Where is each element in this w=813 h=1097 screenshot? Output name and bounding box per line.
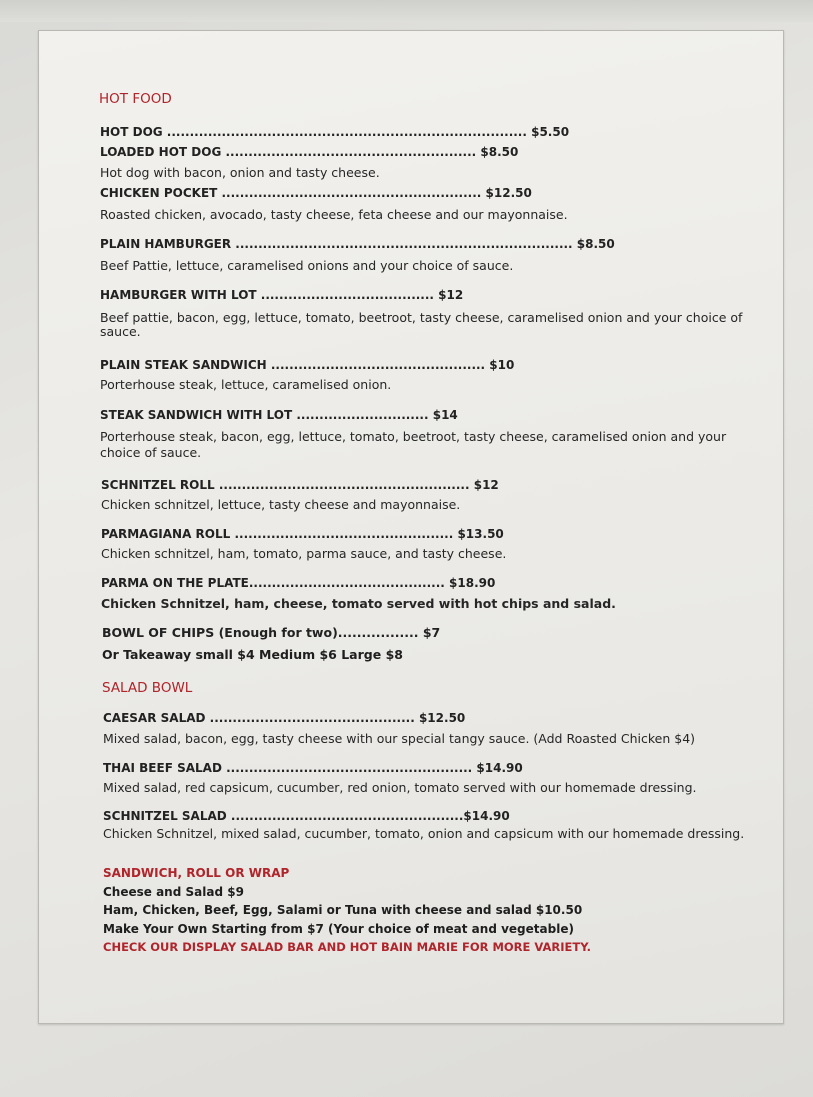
menu-item-description: Porterhouse steak, bacon, egg, lettuce, tomato, beetroot, tasty cheese, caramelised onion and your	[100, 429, 727, 444]
menu-item-plain-hamburger: PLAIN HAMBURGER .......................................................................... $8.50	[100, 237, 615, 251]
menu-item-schnitzel-salad: SCHNITZEL SALAD ...................................................$14.90	[103, 809, 510, 823]
menu-item-plain-steak-sandwich: PLAIN STEAK SANDWICH ............................................... $10	[100, 358, 515, 372]
menu-item-parmagiana-roll: PARMAGIANA ROLL ................................................ $13.50	[101, 527, 504, 541]
menu-item-steak-sandwich-with-lot: STEAK SANDWICH WITH LOT ............................. $14	[100, 408, 458, 422]
variety-notice: CHECK OUR DISPLAY SALAD BAR AND HOT BAIN MARIE FOR MORE VARIETY.	[103, 940, 592, 954]
menu-item-description: choice of sauce.	[100, 445, 202, 460]
menu-item-loaded-hot-dog: LOADED HOT DOG ....................................................... $8.50	[100, 145, 519, 159]
menu-item-description: Porterhouse steak, lettuce, caramelised onion.	[100, 377, 392, 392]
menu-item-description: Chicken schnitzel, ham, tomato, parma sauce, and tasty cheese.	[101, 546, 507, 561]
menu-item-description: Chicken Schnitzel, ham, cheese, tomato served with hot chips and salad.	[101, 596, 616, 611]
menu-item-make-your-own: Make Your Own Starting from $7 (Your choice of meat and vegetable)	[103, 922, 574, 936]
menu-item-thai-beef-salad: THAI BEEF SALAD ...................................................... $14.90	[103, 761, 523, 775]
menu-item-schnitzel-roll: SCHNITZEL ROLL ....................................................... $12	[101, 478, 499, 492]
section-heading-sandwich: SANDWICH, ROLL OR WRAP	[103, 866, 290, 880]
menu-item-description: Chicken Schnitzel, mixed salad, cucumber, tomato, onion and capsicum with our homemade dressing.	[103, 826, 745, 841]
menu-item-parma-on-the-plate: PARMA ON THE PLATE........................................... $18.90	[101, 576, 496, 590]
menu-item-chicken-pocket: CHICKEN POCKET ......................................................... $12.50	[100, 186, 532, 200]
menu-item-description: Beef pattie, bacon, egg, lettuce, tomato, beetroot, tasty cheese, caramelised onion and your choice of	[100, 310, 743, 325]
menu-item-description: Hot dog with bacon, onion and tasty cheese.	[100, 165, 380, 180]
menu-item-fillings: Ham, Chicken, Beef, Egg, Salami or Tuna with cheese and salad $10.50	[103, 903, 583, 917]
menu-item-description: Roasted chicken, avocado, tasty cheese, feta cheese and our mayonnaise.	[100, 207, 568, 222]
menu-item-description: sauce.	[100, 324, 141, 339]
menu-item-description: Mixed salad, red capsicum, cucumber, red onion, tomato served with our homemade dressing.	[103, 780, 697, 795]
section-heading-salad-bowl: SALAD BOWL	[102, 680, 193, 696]
menu-item-caesar-salad: CAESAR SALAD ............................................. $12.50	[103, 711, 466, 725]
menu-item-bowl-of-chips: BOWL OF CHIPS (Enough for two)................. $7	[102, 625, 441, 640]
menu-item-cheese-and-salad: Cheese and Salad $9	[103, 885, 244, 899]
menu-item-description: Chicken schnitzel, lettuce, tasty cheese and mayonnaise.	[101, 497, 461, 512]
takeaway-sizes: Or Takeaway small $4 Medium $6 Large $8	[102, 647, 403, 662]
menu-item-hot-dog: HOT DOG ............................................................................... $5.50	[100, 125, 570, 139]
menu-item-description: Beef Pattie, lettuce, caramelised onions and your choice of sauce.	[100, 258, 514, 273]
section-heading-hot-food: HOT FOOD	[99, 91, 172, 107]
menu-item-description: Mixed salad, bacon, egg, tasty cheese with our special tangy sauce. (Add Roasted Chicken $4)	[103, 731, 696, 746]
menu-item-hamburger-with-lot: HAMBURGER WITH LOT ...................................... $12	[100, 288, 464, 302]
